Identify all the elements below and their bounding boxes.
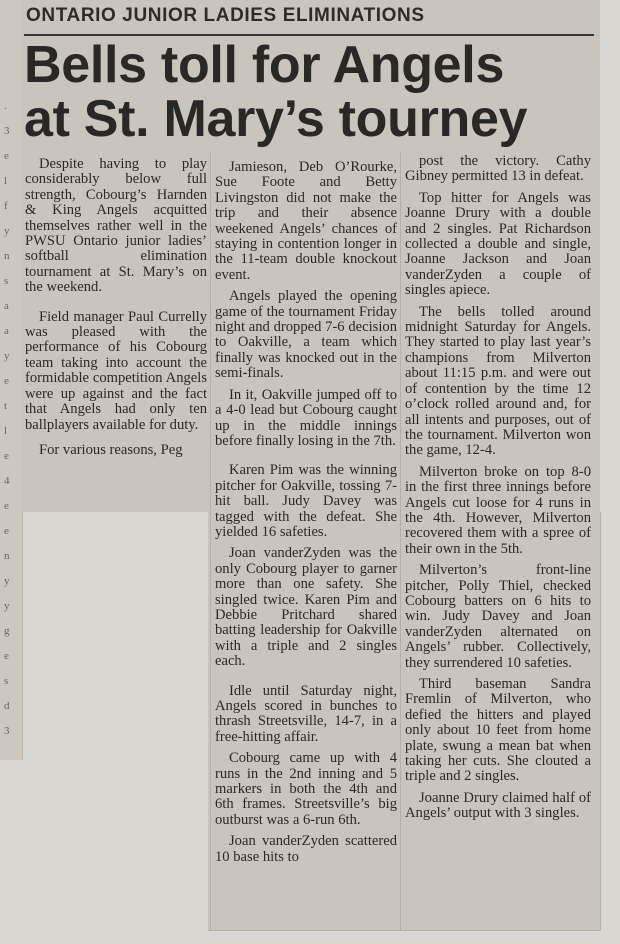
edge-letter: .: [4, 100, 7, 112]
newspaper-clipping: [22, 0, 600, 930]
edge-letter: l: [4, 425, 8, 437]
edge-letter: n: [4, 550, 10, 562]
article-paragraph: post the victory. Cathy Gibney permitted 13 in defeat.: [405, 153, 591, 185]
headline-line-2: at St. Mary’s tourney: [24, 90, 528, 148]
column-divider: [210, 152, 211, 930]
article-paragraph: Joan vanderZyden was the only Cobourg player to garner more than one safety. She singled twice. Karen Pim and Debbie Pritchard shared batting leadership for Oakville with a triple and 2 singles each.: [215, 545, 397, 670]
edge-letter: g: [4, 625, 10, 637]
headline: [24, 38, 527, 146]
article-paragraph: Field manager Paul Currelly was pleased with the performance of his Cobourg team taking into account the formidable competition Angels were up against and the fact that Angels had only ten ballplayers available for duty.: [25, 308, 207, 433]
article-paragraph: For various reasons, Peg: [39, 441, 183, 458]
article-paragraph: Joan vanderZyden scattered 10 base hits to: [215, 833, 397, 865]
article-paragraph: Despite having to play considerably below full strength, Cobourg’s Harnden & King Angels acquitted themselves rather well in the PWSU Ontario junior ladies’ softball elimination tournament at St. Mary’s on the weekend.: [25, 156, 207, 296]
article-column-1: [25, 157, 207, 464]
article-paragraph: The bells tolled around midnight Saturday for Angels. They started to play last year’s champions from Milverton about 11:15 p.m. and were out of contention by the time 12 o’clock rolled around and, for all intents and purposes, out of the tournament. Milverton won the game, 12-4.: [405, 303, 591, 459]
article-paragraph: Jamieson, Deb O’Rourke, Sue Foote and Betty Livingston did not make the trip and their absence weekened Angels’ chances of staying in contention longer in the 11-team double knockout event.: [215, 159, 397, 283]
edge-letter: f: [4, 200, 8, 212]
article-paragraph: In it, Oakville jumped off to a 4-0 lead but Cobourg caught up in the middle innings before finally losing in the 7th.: [215, 386, 397, 449]
edge-letter: y: [4, 575, 10, 587]
edge-letter: e: [4, 375, 9, 387]
edge-letter: n: [4, 250, 10, 262]
article-paragraph: Joanne Drury claimed half of Angels’ output with 3 singles.: [405, 789, 591, 822]
edge-letter: e: [4, 450, 9, 462]
edge-letter: y: [4, 600, 10, 612]
article-paragraph: Third baseman Sandra Fremlin of Milverton, who defied the hitters and played only about 10 feet from home plate, swung a mean bat when taking her cuts. She clouted a triple and 2 singles.: [405, 676, 591, 785]
edge-letter: e: [4, 150, 9, 162]
article-paragraph: Angels played the opening game of the tournament Friday night and dropped 7-6 decision to Oakville, a team which finally was knocked out in the semi-finals.: [215, 288, 397, 382]
edge-letter: s: [4, 675, 9, 687]
edge-letter: e: [4, 650, 9, 662]
edge-letter: a: [4, 300, 9, 312]
edge-letter: a: [4, 325, 9, 337]
column-divider: [400, 152, 401, 930]
edge-letter: 3: [4, 125, 10, 137]
kicker-heading: ONTARIO JUNIOR LADIES ELIMINATIONS: [26, 5, 425, 26]
edge-letter: s: [4, 275, 9, 287]
article-paragraph: Milverton broke on top 8-0 in the first three innings before Angels cut loose for 4 runs in the 4th. However, Milverton recovered them with a spree of their own in the 5th.: [405, 463, 591, 557]
edge-letter: y: [4, 350, 10, 362]
edge-letter: e: [4, 525, 9, 537]
article-paragraph: Cobourg came up with 4 runs in the 2nd inning and 5 markers in both the 4th and 6th frames. Streetsville’s big outburst was a 6-run 6th.: [215, 750, 397, 828]
headline-line-1: Bells toll for Angels: [24, 36, 505, 94]
article-paragraph: Top hitter for Angels was Joanne Drury with a double and 2 singles. Pat Richardson collected a double and single, Joanne Jackson and Joan vanderZyden a couple of singles apiece.: [405, 189, 591, 299]
article-column-3: [405, 154, 591, 828]
adjacent-clipping-edge: [0, 0, 23, 760]
edge-letter: 4: [4, 475, 10, 487]
article-paragraph: Karen Pim was the winning pitcher for Oakville, tossing 7-hit ball. Judy Davey was tagged with the defeat. She yielded 16 safeties.: [215, 462, 397, 540]
article-column-2: [215, 160, 397, 871]
article-paragraph: Idle until Saturday night, Angels scored in bunches to thrash Streetsville, 14-7, in a free-hitting affair.: [215, 682, 397, 745]
edge-letter: y: [4, 225, 10, 237]
edge-letter: t: [4, 400, 8, 412]
edge-letter: l: [4, 175, 8, 187]
article-paragraph: Milverton’s front-line pitcher, Polly Thiel, checked Cobourg batters on 6 hits to win. Judy Davey and Joan vanderZyden alternated on Angels’ rubber. Collectively, they surrendered 10 safeties.: [405, 562, 591, 671]
edge-letter: d: [4, 700, 10, 712]
edge-letter: e: [4, 500, 9, 512]
edge-letter: 3: [4, 725, 10, 737]
